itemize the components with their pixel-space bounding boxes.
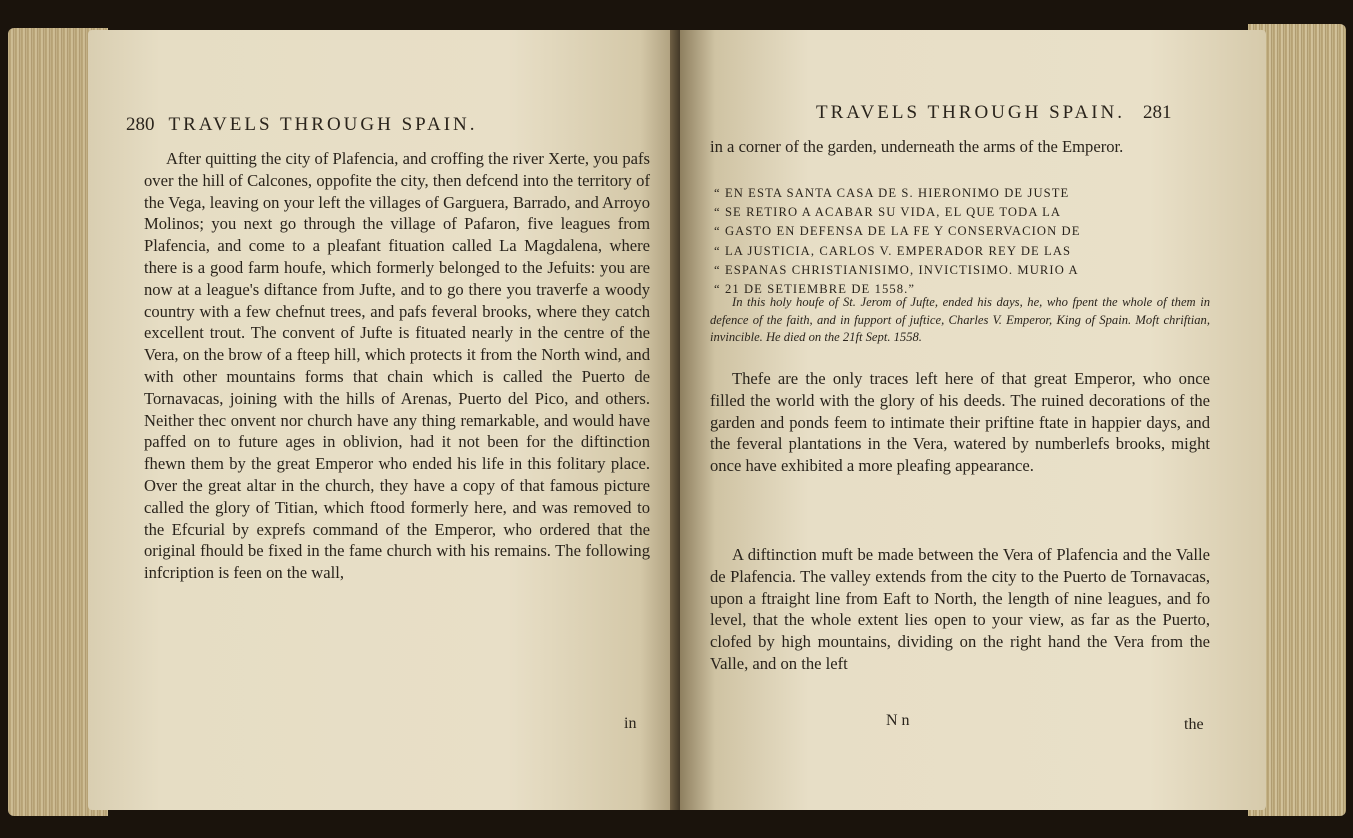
right-paragraph-3: A diftinction muft be made between the Vera of Plafencia and the Valle de Plafencia. The valley extends from the city to the Puerto de Tornavacas, upon a ftraight line from Eaft to North, the length of nine leagues, and fo level, that the whole extent lies open to your view, as far as the Puerto, clofed by high mountains, dividing on the right hand the Vera from the Valle, and on the left: [710, 545, 1210, 673]
left-catchword: in: [624, 715, 637, 732]
right-page: [680, 30, 1266, 810]
right-page-number: 281: [1143, 102, 1172, 123]
inscription-line: “ ESPANAS CHRISTIANISIMO, INVICTISIMO. MURIO A: [714, 262, 1079, 277]
right-intro-text: in a corner of the garden, underneath the arms of the Emperor.: [710, 137, 1124, 156]
left-page-number: 280: [126, 114, 155, 135]
left-running-title: TRAVELS THROUGH SPAIN.: [168, 114, 478, 135]
inscription-line: “ 21 DE SETIEMBRE DE 1558.”: [714, 282, 916, 297]
left-running-head: [126, 114, 478, 136]
right-running-head: [816, 102, 1172, 124]
inscription-translation: In this holy houfe of St. Jerom of Jufte, ended his days, he, who fpent the whole of them in defence of the faith, and in fupport of juftice, Charles V. Emperor, King of Spain. Moft chriftian, invincible. He died on the 21ft Sept. 1558.: [710, 295, 1210, 345]
inscription-line: “ SE RETIRO A ACABAR SU VIDA, EL QUE TODA LA: [714, 205, 1062, 220]
right-catchword: the: [1184, 716, 1204, 733]
inscription-line: “ EN ESTA SANTA CASA DE S. HIERONIMO DE JUSTE: [714, 186, 1070, 200]
inscription-block: [714, 184, 1081, 299]
signature-mark: N n: [886, 712, 910, 729]
inscription-line: “ GASTO EN DEFENSA DE LA FE Y CONSERVACION DE: [714, 224, 1081, 239]
left-paragraph: After quitting the city of Plafencia, and croffing the river Xerte, you pafs over the hill of Calcones, oppofite the city, then defcend into the territory of the Vega, leaving on your left the villages of Garguera, Barrado, and Arroyo Molinos; you next go through the village of Pafaron, five leagues from Plafencia, and come to a pleafant fituation called La Magdalena, where there is a good farm houfe, which formerly belonged to the Jefuits: you are now at a league's diftance from Jufte, and to go there you traverfe a woody country with a few chefnut trees, and pafs feveral brooks, where they catch excellent trout. The convent of Jufte is fituated nearly in the centre of the Vera, on the brow of a fteep hill, which protects it from the North wind, and with other mountains forms that chain which is called the Puerto de Tornavacas, joining with the hills of Arenas, Puerto del Pico, and others. Neither thec onvent nor church have any thing remarkable, and would have paffed on to future ages in oblivion, had it not been for the diftinction fhewn them by the great Emperor who ended his life in this folitary place. Over the great altar in the church, they have a copy of that famous picture called the glory of Titian, which ftood formerly here, and was removed to the Efcurial by exprefs command of the Emperor, who ordered that the original fhould be fixed in the fame church with his remains. The following infcription is feen on the wall,: [144, 149, 650, 583]
left-page: [88, 30, 688, 810]
right-running-title: TRAVELS THROUGH SPAIN.: [816, 102, 1126, 123]
left-body-text: [144, 148, 650, 584]
inscription-line: “ LA JUSTICIA, CARLOS V. EMPERADOR REY DE LAS: [714, 243, 1072, 258]
right-paragraph-2: Thefe are the only traces left here of that great Emperor, who once filled the world with the glory of his deeds. The ruined decorations of the garden and ponds feem to intimate their priftine ftate in happier days, and the feveral plantations in the Vera, watered by numberlefs brooks, might once have exhibited a more pleafing appearance.: [710, 369, 1210, 476]
